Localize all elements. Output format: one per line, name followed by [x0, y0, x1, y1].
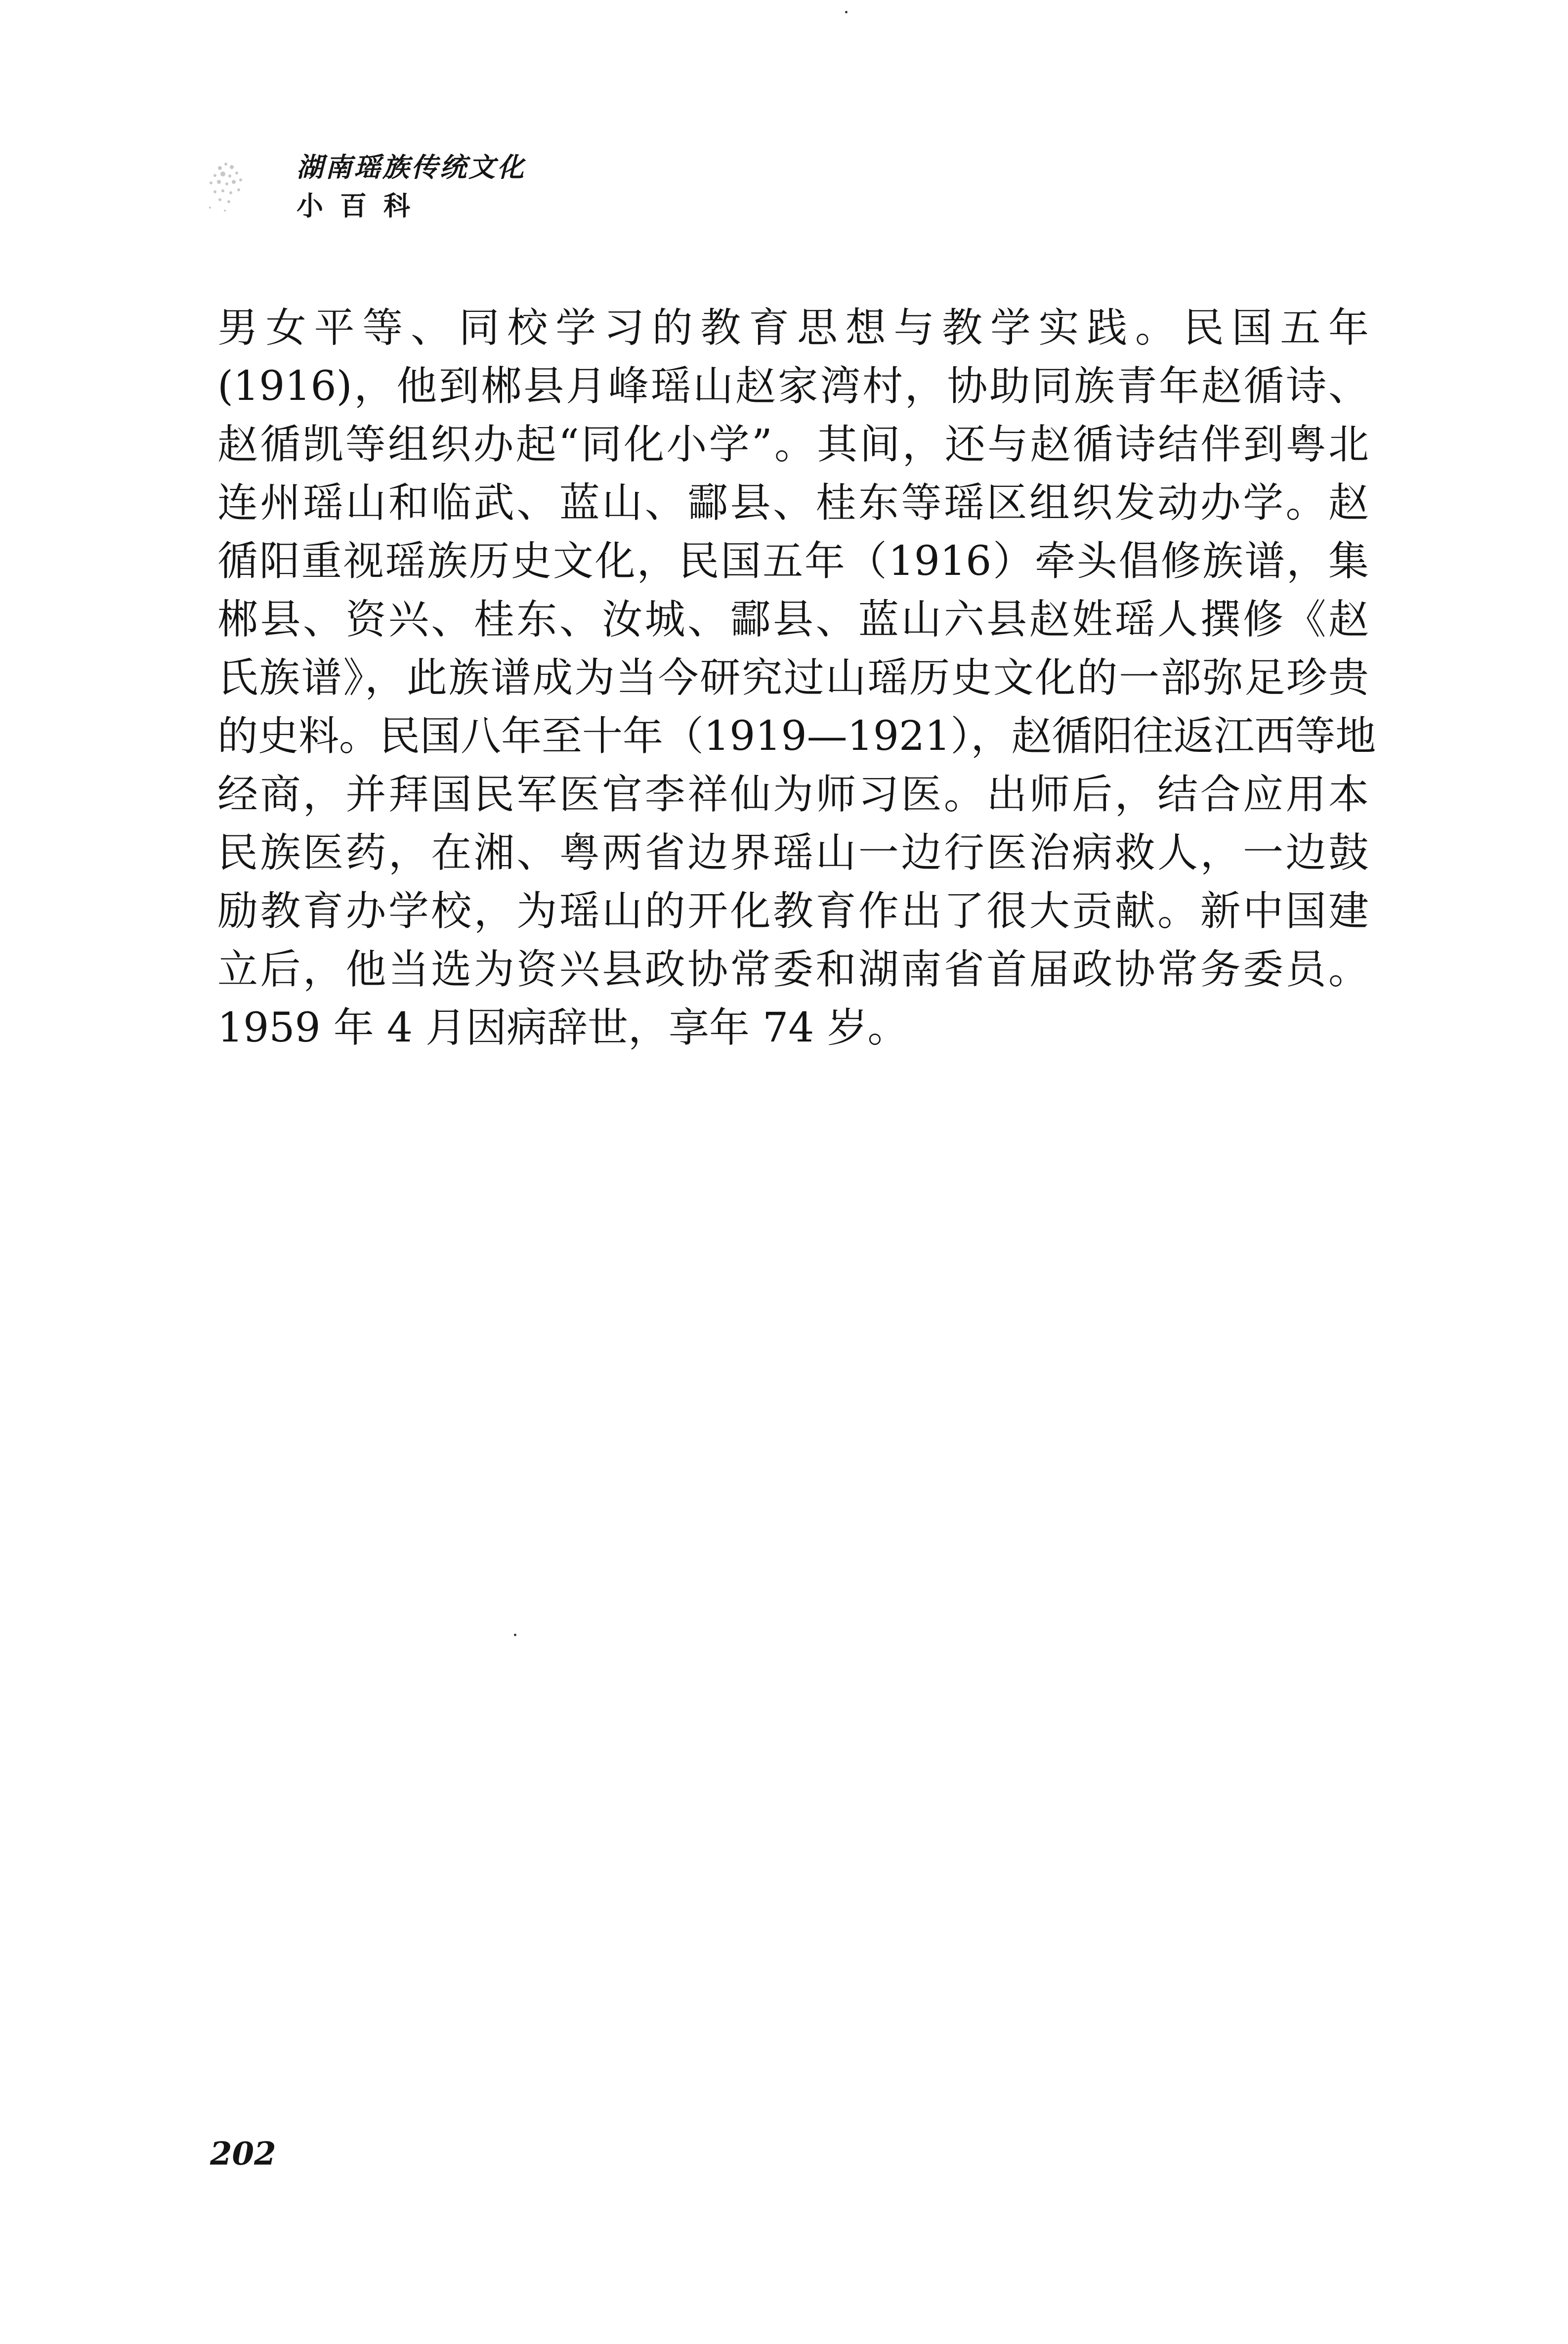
- body-line: 1959 年 4 月因病辞世，享年 74 岁。: [217, 1004, 908, 1051]
- body-line: 励教育办学校，为瑶山的开化教育作出了很大贡献。新中国建: [217, 888, 1369, 935]
- body-line: 赵循凯等组织办起“同化小学”。其间，还与赵循诗结伴到粤北: [217, 421, 1369, 468]
- body-line: 的史料。民国八年至十年（1919—1921），赵循阳往返江西等地: [217, 713, 1376, 760]
- scan-speck: [514, 1634, 516, 1636]
- series-title: 湖南瑶族传统文化: [297, 152, 526, 183]
- body-line: 循阳重视瑶族历史文化，民国五年（1916）牵头倡修族谱，集: [217, 538, 1369, 585]
- series-subtitle: 小百科: [297, 190, 427, 221]
- body-line: 男女平等、同校学习的教育思想与教学实践。民国五年: [217, 304, 1369, 351]
- body-line: 连州瑶山和临武、蓝山、酃县、桂东等瑶区组织发动办学。赵: [217, 479, 1369, 526]
- body-line: 民族医药，在湘、粤两省边界瑶山一边行医治病救人，一边鼓: [217, 829, 1369, 876]
- body-line: 经商，并拜国民军医官李祥仙为师习医。出师后，结合应用本: [217, 771, 1369, 818]
- running-header: [247, 148, 692, 225]
- scan-speck: [845, 11, 848, 13]
- body-line: (1916)，他到郴县月峰瑶山赵家湾村，协助同族青年赵循诗、: [217, 363, 1369, 410]
- body-paragraph: [217, 299, 1376, 1057]
- page-number: 202: [210, 2135, 276, 2172]
- body-line: 立后，他当选为资兴县政协常委和湖南省首届政协常务委员。: [217, 946, 1369, 993]
- body-line: 郴县、资兴、桂东、汝城、酃县、蓝山六县赵姓瑶人撰修《赵: [217, 596, 1369, 643]
- body-line: 氏族谱》，此族谱成为当今研究过山瑶历史文化的一部弥足珍贵: [217, 654, 1369, 701]
